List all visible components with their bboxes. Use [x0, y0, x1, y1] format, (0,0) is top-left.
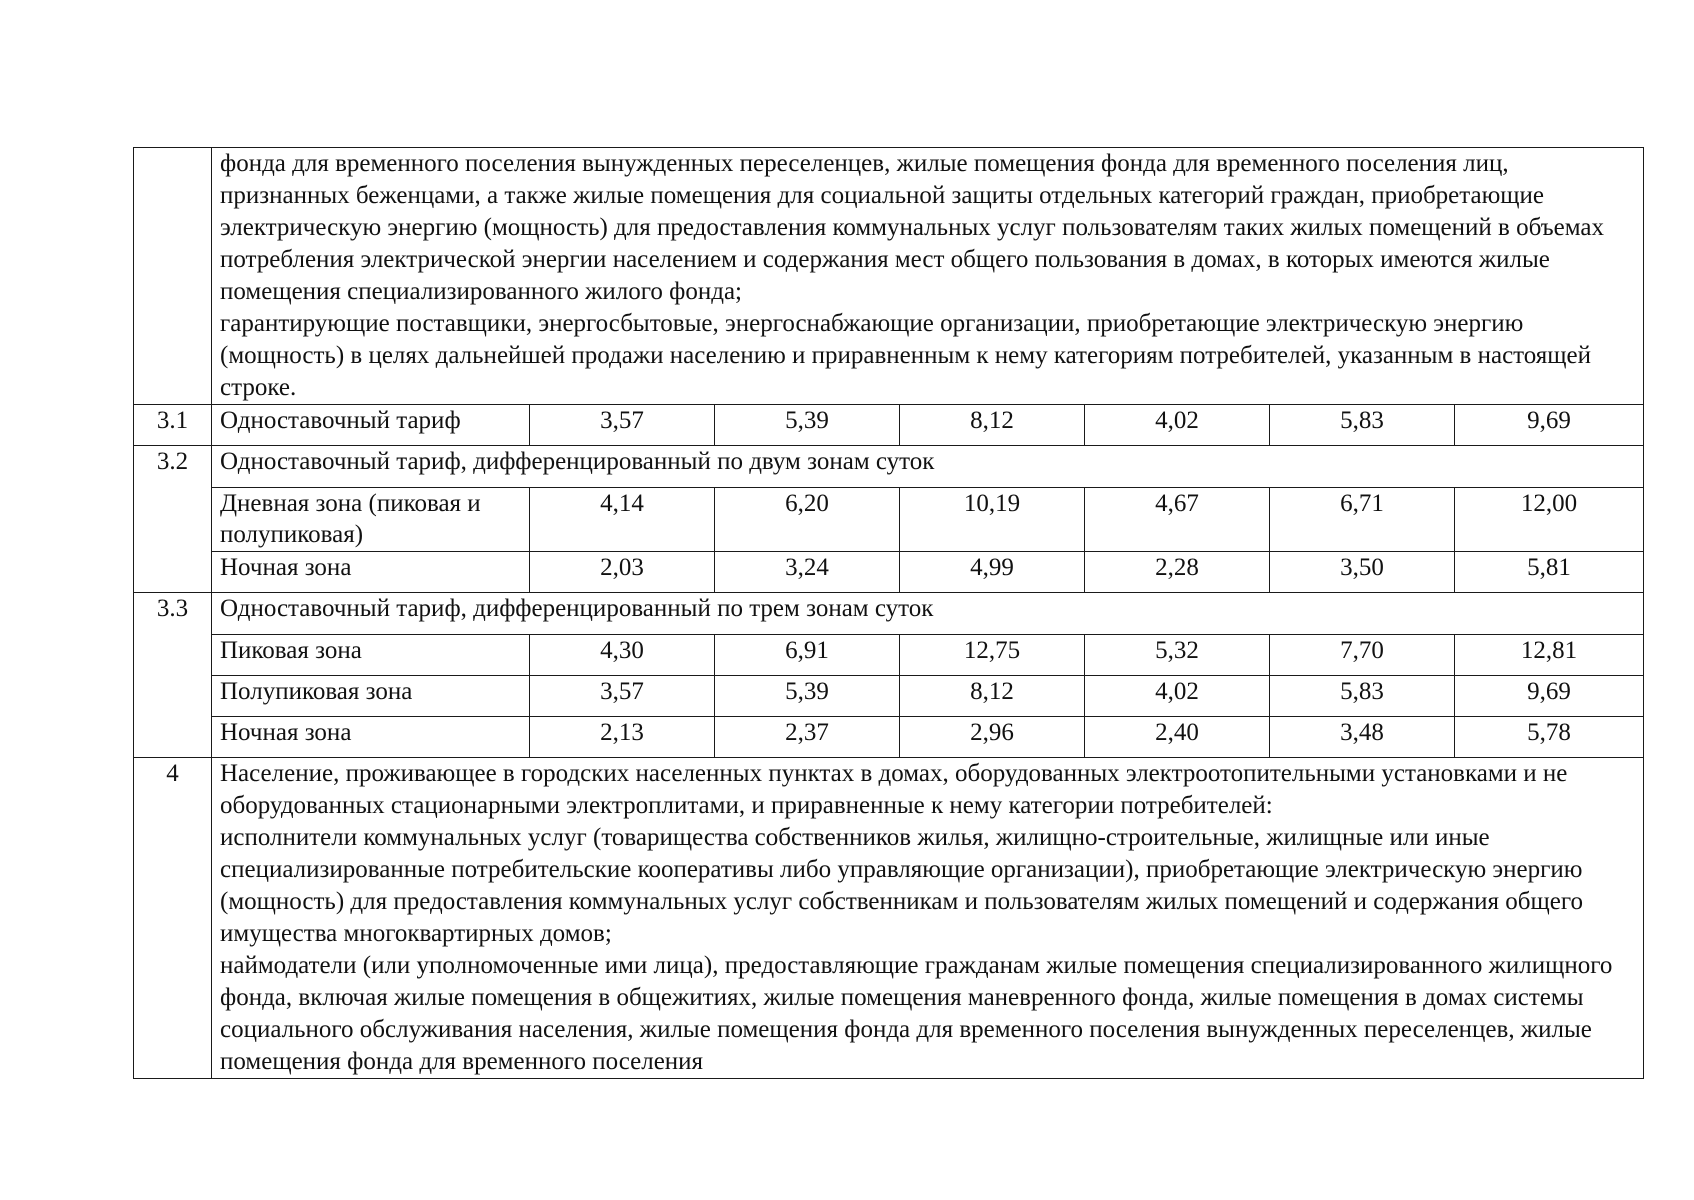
zone-label: Полупиковая зона: [212, 676, 530, 717]
continuation-paragraph: гарантирующие поставщики, энергосбытовые, энергоснабжающие организации, приобретающие электрическую энергию (мощность) в целях дальнейшей продажи населению и приравненным к нему категориям потребителей, указанным в настоящей строке.: [220, 310, 1592, 401]
tariff-value: 6,71: [1270, 488, 1455, 552]
row-section-title: Одноставочный тариф, дифференцированный по двум зонам суток: [212, 446, 1644, 488]
continuation-paragraph: фонда для временного поселения вынужденных переселенцев, жилые помещения фонда для временного поселения лиц, признанных беженцами, а также жилые помещения для социальной защиты отдельных категорий граждан, приобретающие электрическую энергию (мощность) для предоставления коммунальных услуг пользователям таких жилых помещений в объемах потребления электрической энергии населением и содержания мест общего пользования в домах, в которых имеются жилые помещения специализированного жилого фонда;: [220, 150, 1604, 305]
table-row-zone: [134, 488, 1644, 552]
table-row-3-3: [134, 593, 1644, 635]
row-label: Одноставочный тариф: [212, 405, 530, 446]
table-row-zone: [134, 635, 1644, 676]
tariff-value: 4,14: [530, 488, 715, 552]
tariff-value: 2,37: [715, 717, 900, 758]
tariff-value: 8,12: [900, 676, 1085, 717]
tariff-value: 2,40: [1085, 717, 1270, 758]
tariff-value: 5,83: [1270, 676, 1455, 717]
row-4-text-cell: [212, 758, 1644, 1079]
tariff-value: 4,30: [530, 635, 715, 676]
tariff-value: 5,39: [715, 405, 900, 446]
tariff-value: 3,24: [715, 552, 900, 593]
tariff-value: 6,91: [715, 635, 900, 676]
tariff-value: 5,81: [1455, 552, 1644, 593]
continuation-row: [134, 148, 1644, 405]
zone-label: Ночная зона: [212, 552, 530, 593]
tariff-value: 5,39: [715, 676, 900, 717]
table-row-4: [134, 758, 1644, 1079]
table-row-3-1: [134, 405, 1644, 446]
continuation-number-cell: [134, 148, 212, 405]
row-number: 3.2: [134, 446, 212, 593]
tariff-value: 5,83: [1270, 405, 1455, 446]
tariff-value: 12,00: [1455, 488, 1644, 552]
table-row-zone: [134, 552, 1644, 593]
row-number: 3.3: [134, 593, 212, 758]
row-number: 3.1: [134, 405, 212, 446]
table-row-zone: [134, 676, 1644, 717]
tariff-value: 3,57: [530, 405, 715, 446]
tariff-value: 2,13: [530, 717, 715, 758]
tariff-value: 9,69: [1455, 405, 1644, 446]
tariff-value: 9,69: [1455, 676, 1644, 717]
tariff-value: 4,02: [1085, 676, 1270, 717]
tariff-value: 10,19: [900, 488, 1085, 552]
zone-label: Пиковая зона: [212, 635, 530, 676]
table-row-3-2: [134, 446, 1644, 488]
tariff-value: 12,81: [1455, 635, 1644, 676]
continuation-text-cell: [212, 148, 1644, 405]
tariff-value: 3,48: [1270, 717, 1455, 758]
tariff-value: 6,20: [715, 488, 900, 552]
zone-label: Дневная зона (пиковая и полупиковая): [212, 488, 530, 552]
tariff-value: 12,75: [900, 635, 1085, 676]
row-4-paragraph: наймодатели (или уполномоченные ими лица), предоставляющие гражданам жилые помещения специализированного жилищного фонда, включая жилые помещения в общежитиях, жилые помещения маневренного фонда, жилые помещения в домах системы социального обслуживания населения, жилые помещения фонда для временного поселения вынужденных переселенцев, жилые помещения фонда для временного поселения: [220, 952, 1613, 1075]
tariff-value: 3,50: [1270, 552, 1455, 593]
tariff-value: 4,02: [1085, 405, 1270, 446]
tariff-table: [133, 147, 1644, 1079]
tariff-value: 2,03: [530, 552, 715, 593]
row-4-paragraph: исполнители коммунальных услуг (товарищества собственников жилья, жилищно-строительные, жилищные или иные специализированные потребительские кооперативы либо управляющие организации), приобретающие электрическую энергию (мощность) для предоставления коммунальных услуг собственникам и пользователям жилых помещений и содержания общего имущества многоквартирных домов;: [220, 824, 1583, 947]
tariff-value: 2,96: [900, 717, 1085, 758]
tariff-value: 2,28: [1085, 552, 1270, 593]
row-section-title: Одноставочный тариф, дифференцированный по трем зонам суток: [212, 593, 1644, 635]
row-4-paragraph: Население, проживающее в городских населенных пунктах в домах, оборудованных электроотопительными установками и не оборудованных стационарными электроплитами, и приравненные к нему категории потребителей:: [220, 760, 1568, 819]
tariff-value: 5,78: [1455, 717, 1644, 758]
tariff-value: 4,67: [1085, 488, 1270, 552]
zone-label: Ночная зона: [212, 717, 530, 758]
tariff-value: 7,70: [1270, 635, 1455, 676]
table-row-zone: [134, 717, 1644, 758]
tariff-value: 5,32: [1085, 635, 1270, 676]
row-number: 4: [134, 758, 212, 1079]
tariff-value: 4,99: [900, 552, 1085, 593]
tariff-value: 3,57: [530, 676, 715, 717]
tariff-value: 8,12: [900, 405, 1085, 446]
